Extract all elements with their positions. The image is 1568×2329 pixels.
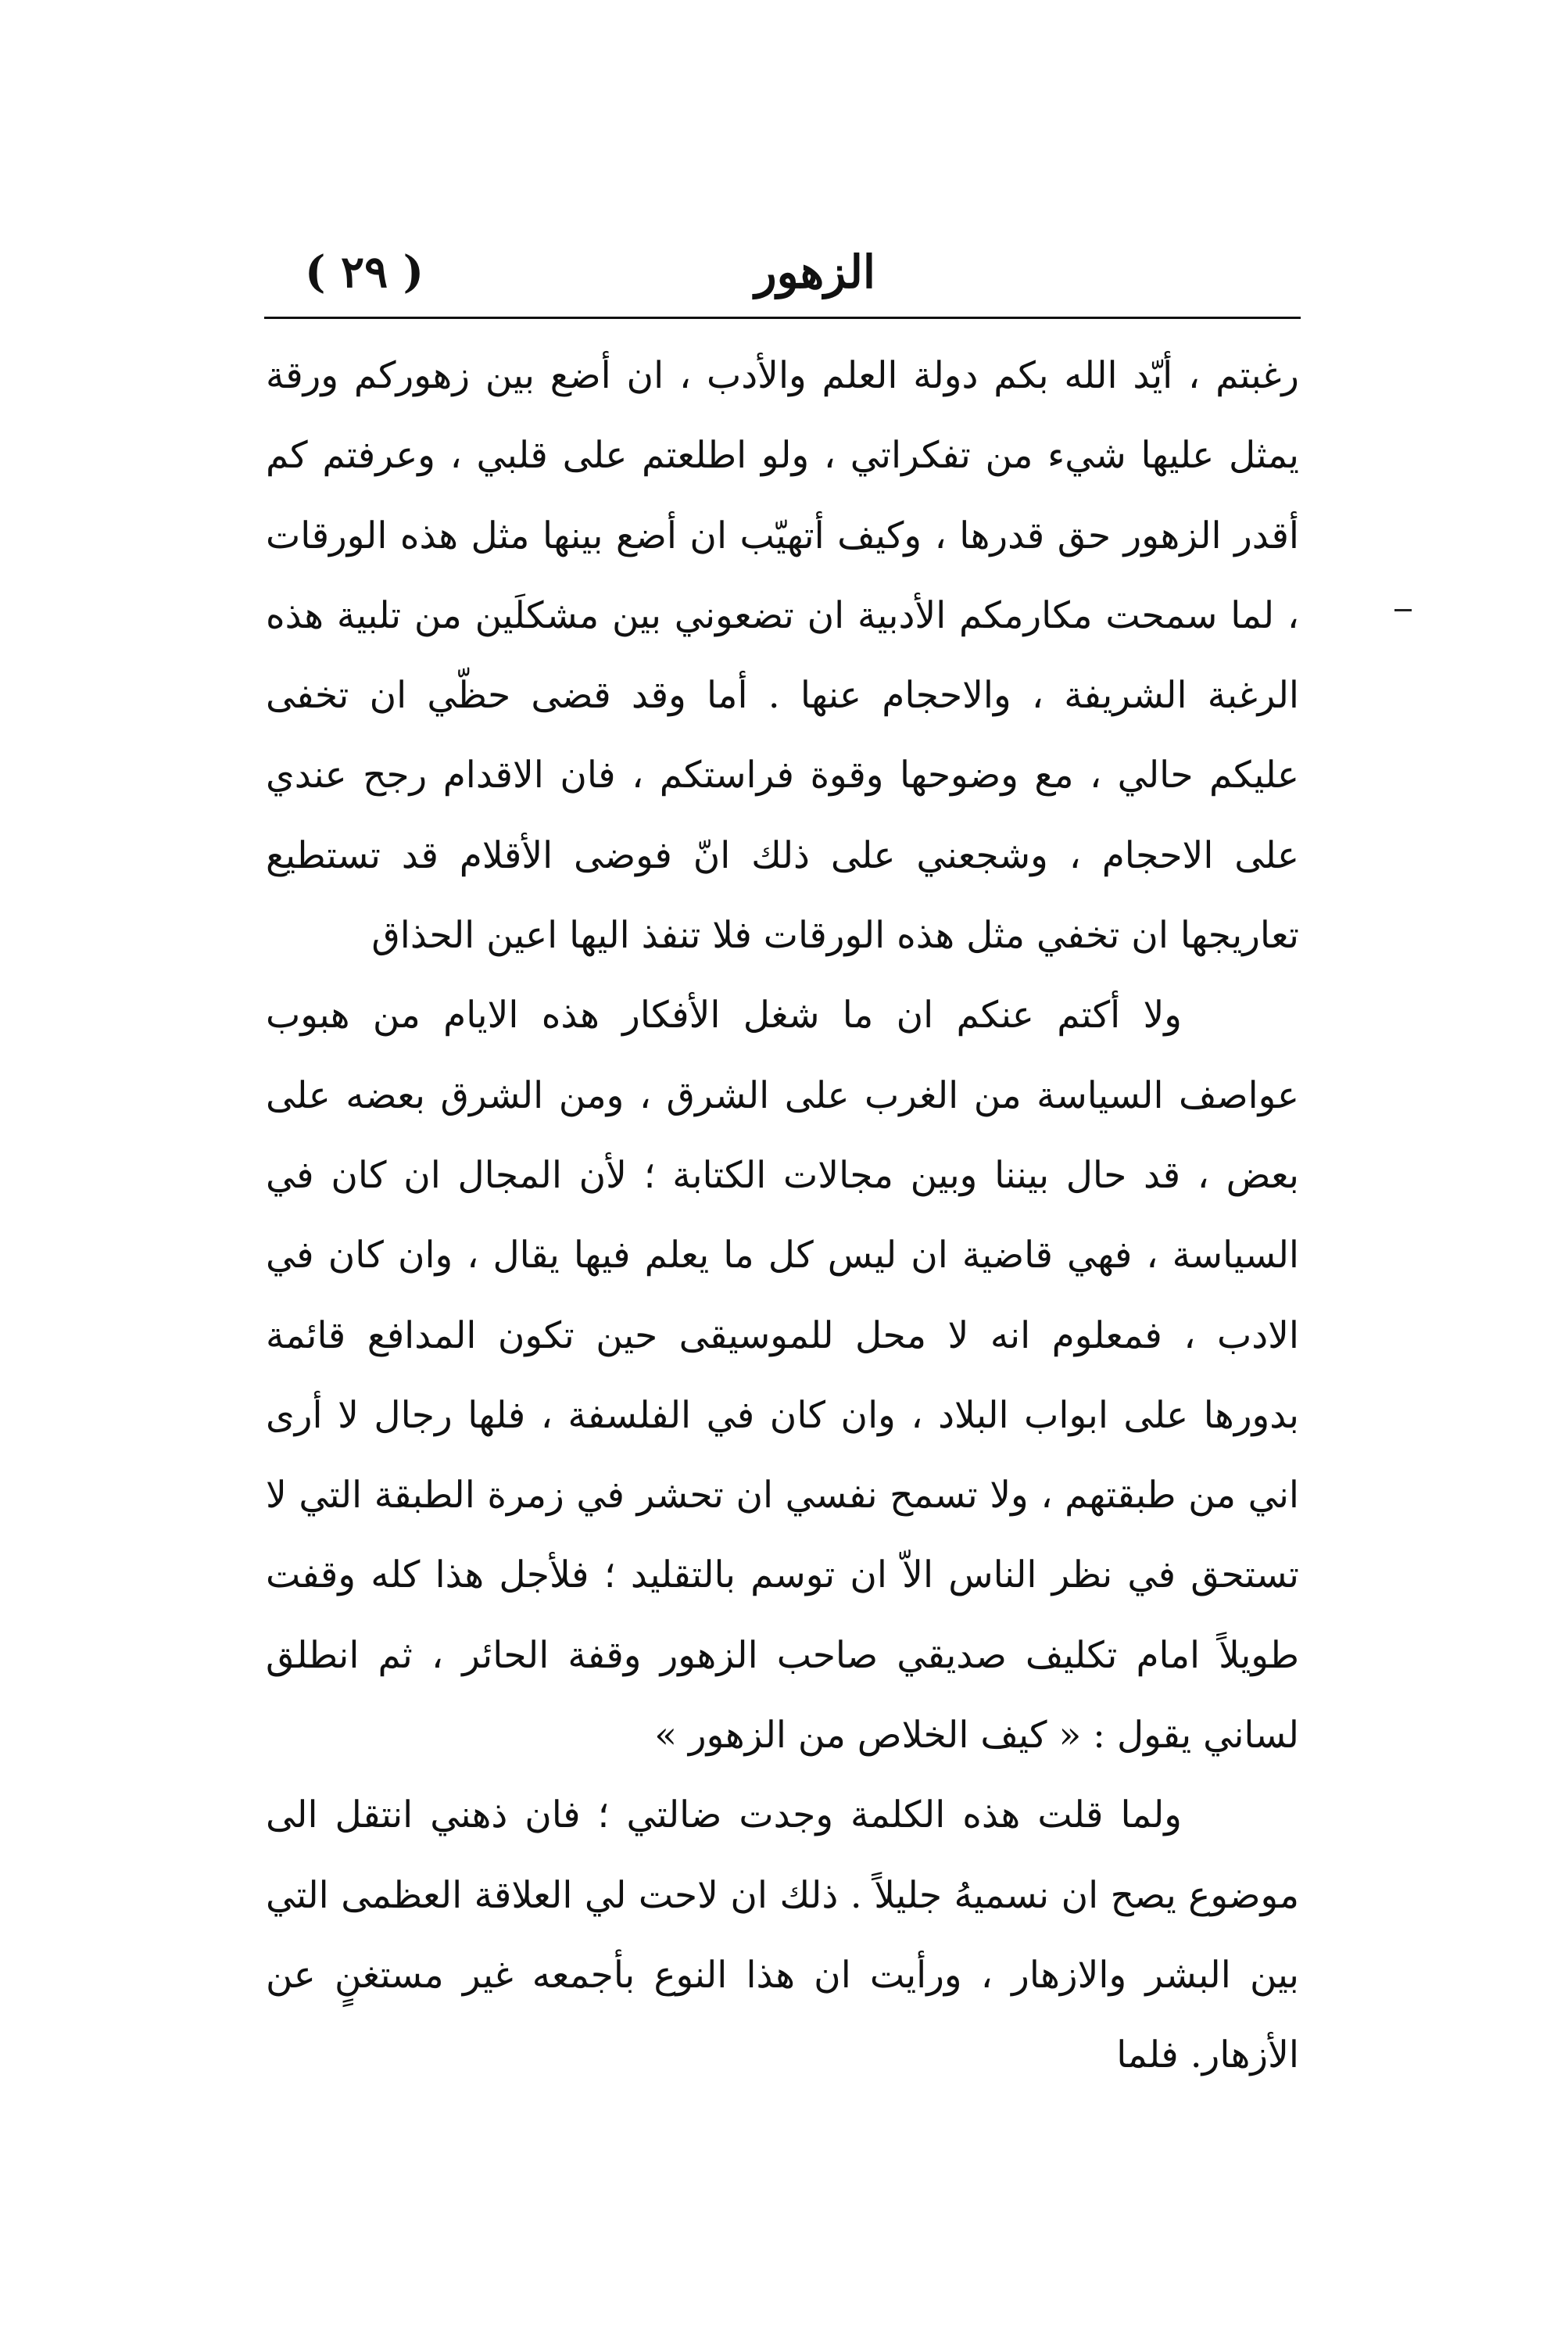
- body-text: [266, 336, 1299, 2096]
- margin-mark: [1394, 609, 1412, 611]
- header-rule: [264, 317, 1301, 319]
- page-header: [281, 235, 1298, 313]
- running-title: الزهور: [754, 245, 875, 299]
- paragraph-3: ولما قلت هذه الكلمة وجدت ضالتي ؛ فان ذهني انتقل الى موضوع يصح ان نسميهُ جليلاً . ذلك ان لاحت لي العلاقة العظمى التي بين البشر والازهار ، ورأيت ان هذا النوع بأجمعه غير مستغنٍ عن الأزهار. فلما: [266, 1793, 1299, 2077]
- paragraph-2: ولا أكتم عنكم ان ما شغل الأفكار هذه الايام من هبوب عواصف السياسة من الغرب على الشرق ، ومن الشرق بعضه على بعض ، قد حال بيننا وبين مجالات الكتابة ؛ لأن المجال ان كان في السياسة ، فهي قاضية ان ليس كل ما يعلم فيها يقال ، وان كان في الادب ، فمعلوم انه لا محل للموسيقى حين تكون المدافع قائمة بدورها على ابواب البلاد ، وان كان في الفلسفة ، فلها رجال لا أرى اني من طبقتهم ، ولا تسمح نفسي ان تحشر في زمرة الطبقة التي لا تستحق في نظر الناس الاّ ان توسم بالتقليد ؛ فلأجل هذا كله وقفت طويلاً امام تكليف صديقي صاحب الزهور وقفة الحائر ، ثم انطلق لساني يقول : « كيف الخلاص من الزهور »: [266, 994, 1299, 1757]
- page-number: ( ٢٩ ): [305, 246, 424, 298]
- paragraph-1: رغبتم ، أيّد الله بكم دولة العلم والأدب ، ان أضع بين زهوركم ورقة يمثل عليها شيء من تفكراتي ، ولو اطلعتم على قلبي ، وعرفتم كم أقدر الزهور حق قدرها ، وكيف أتهيّب ان أضع بينها مثل هذه الورقات ، لما سمحت مكارمكم الأدبية ان تضعوني بين مشكلَين من تلبية هذه الرغبة الشريفة ، والاحجام عنها . أما وقد قضى حظّي ان تخفى عليكم حالي ، مع وضوحها وقوة فراستكم ، فان الاقدام رجح عندي على الاحجام ، وشجعني على ذلك انّ فوضى الأقلام قد تستطيع تعاريجها ان تخفي مثل هذه الورقات فلا تنفذ اليها اعين الحذاق: [266, 354, 1299, 958]
